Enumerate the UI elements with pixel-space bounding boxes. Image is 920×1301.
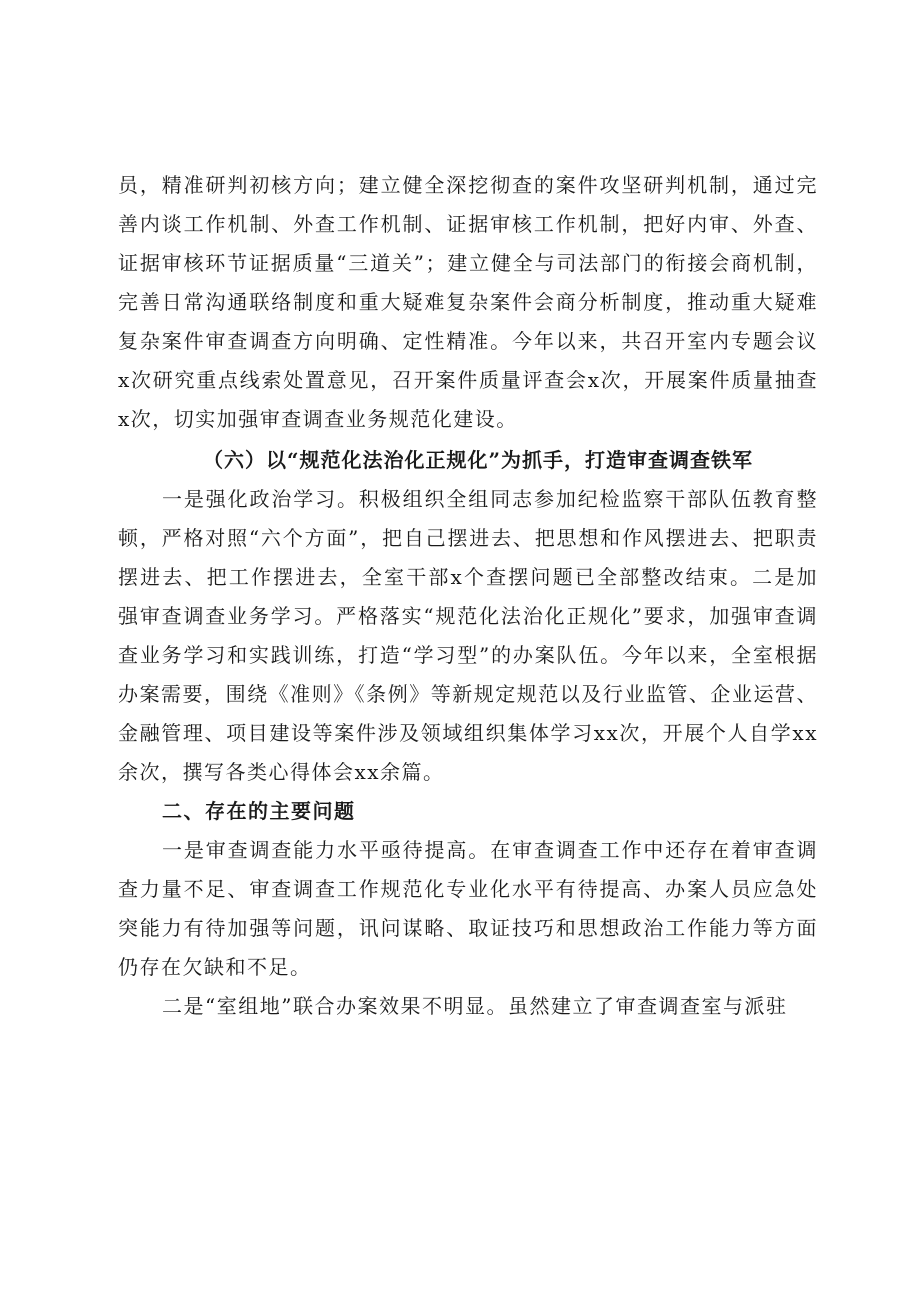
section-heading-main-problems: 二、存在的主要问题	[162, 799, 356, 823]
paragraph-political-study: 一是强化政治学习。积极组织全组同志参加纪检监察干部队伍教育整顿，严格对照“六个方面”，把自己摆进去、把思想和作风摆进去、把职责摆进去、把工作摆进去，全室干部x个查摆问题已全部整改结束。二是加强审查调查业务学习。严格落实“规范化法治化正规化”要求，加强审查调查业务学习和实践训练，打造“学习型”的办案队伍。今年以来，全室根据办案需要，围绕《准则》《条例》等新规定规范以及行业监管、企业运营、金融管理、项目建设等案件涉及领域组织集体学习xx次，开展个人自学xx余次，撰写各类心得体会xx余篇。	[118, 487, 818, 784]
document-page	[118, 166, 818, 1026]
section-heading-six: （六）以“规范化法治化正规化”为抓手，打造审查调查铁军	[202, 448, 753, 472]
paragraph-joint-case-issue: 二是“室组地”联合办案效果不明显。虽然建立了审查调查室与派驻	[162, 994, 788, 1018]
paragraph-capability-issue: 一是审查调查能力水平亟待提高。在审查调查工作中还存在着审查调查力量不足、审查调查工作规范化专业化水平有待提高、办案人员应急处突能力有待加强等问题，讯问谋略、取证技巧和思想政治工作能力等方面仍存在欠缺和不足。	[118, 838, 818, 979]
paragraph-review-mechanism: 员，精准研判初核方向；建立健全深挖彻查的案件攻坚研判机制，通过完善内谈工作机制、外查工作机制、证据审核工作机制，把好内审、外查、证据审核环节证据质量“三道关”；建立健全与司法部门的衔接会商机制，完善日常沟通联络制度和重大疑难复杂案件会商分析制度，推动重大疑难复杂案件审查调查方向明确、定性精准。今年以来，共召开室内专题会议x次研究重点线索处置意见，召开案件质量评查会x次，开展案件质量抽查x次，切实加强审查调查业务规范化建设。	[118, 173, 818, 431]
